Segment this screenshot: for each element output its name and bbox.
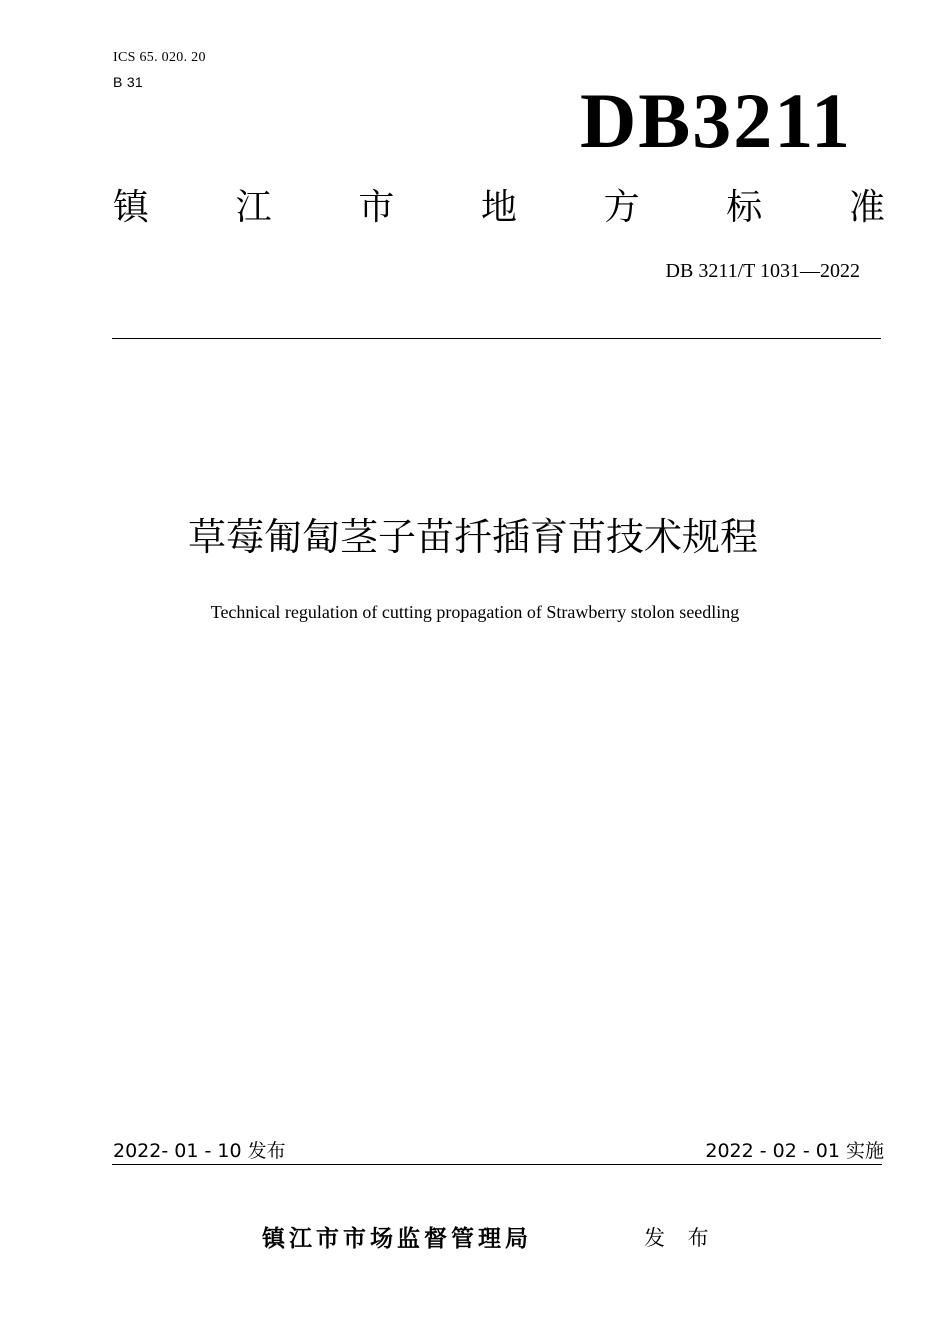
header-divider (112, 338, 881, 339)
standard-type-char: 准 (848, 187, 885, 228)
standard-type-char: 江 (235, 187, 272, 228)
standard-type-char: 方 (603, 187, 640, 228)
document-title-chinese (0, 510, 950, 564)
standard-type-char: 镇 (113, 187, 150, 228)
issuing-authority: 镇江市市场监督管理局 (262, 1226, 532, 1252)
standard-type-heading (113, 184, 885, 232)
standard-type-char: 地 (480, 187, 517, 228)
standard-number: DB 3211/T 1031—2022 (665, 260, 860, 282)
issue-label: 发 布 (644, 1226, 717, 1250)
ics-code: ICS 65. 020. 20 (113, 50, 206, 65)
document-title-english: Technical regulation of cutting propagation of Strawberry stolon seedling (210, 602, 740, 622)
document-title-chinese-text: 草莓匍匐茎子苗扦插育苗技术规程 (187, 515, 758, 559)
standard-type-char: 市 (358, 187, 395, 228)
standard-type-char: 标 (726, 187, 763, 228)
standard-logo: DB3211 (579, 77, 852, 164)
footer-divider (112, 1164, 882, 1165)
implementation-date: 2022 - 02 - 01 实施 (705, 1140, 884, 1162)
ccs-code: B 31 (113, 74, 143, 90)
issue-date: 2022- 01 - 10 发布 (113, 1140, 286, 1162)
